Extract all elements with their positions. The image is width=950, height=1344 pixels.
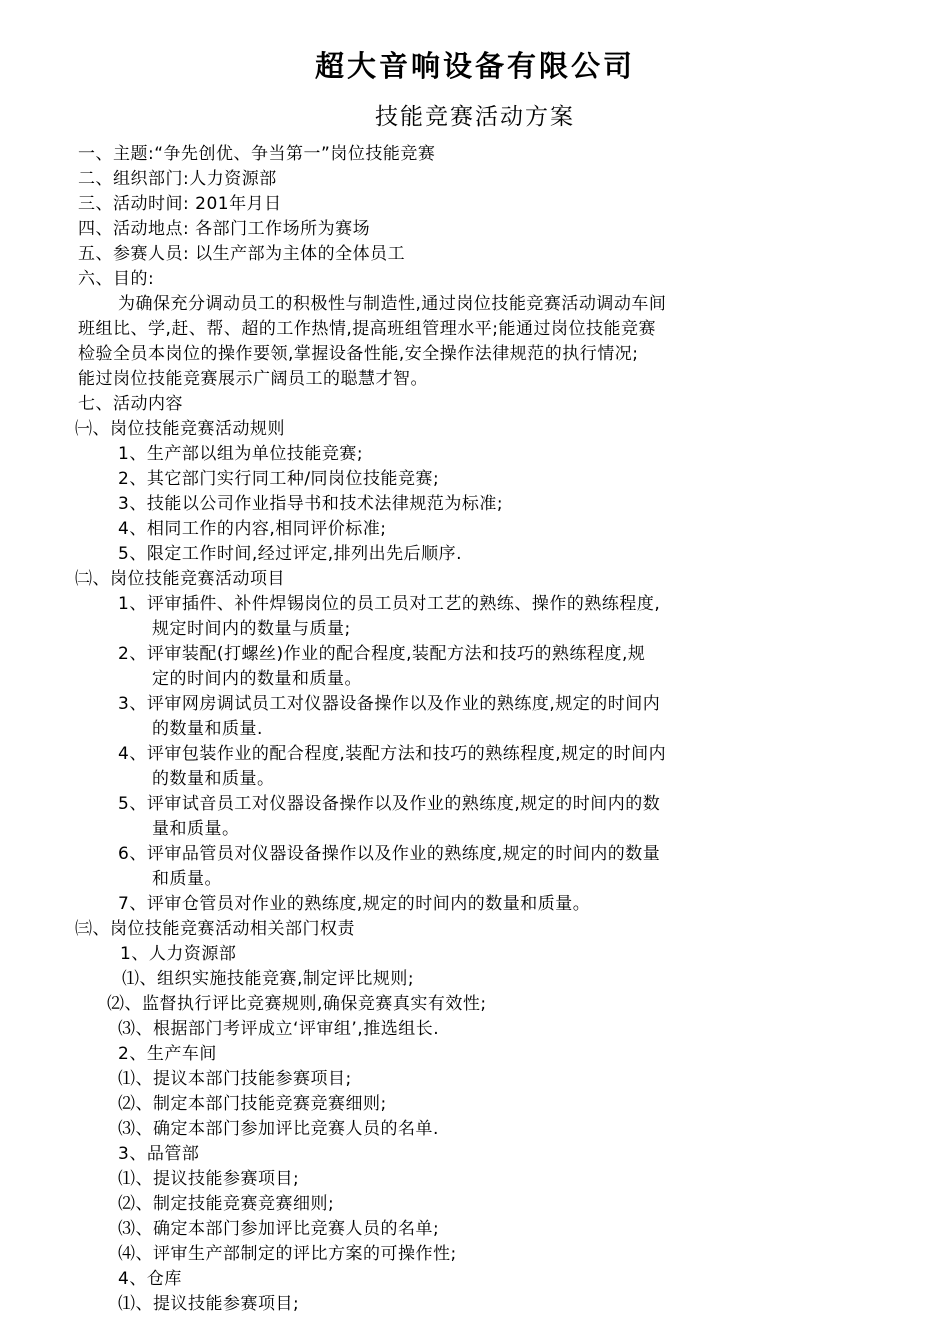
text-line: 7、评审仓管员对作业的熟练度,规定的时间内的数量和质量。 xyxy=(118,894,591,914)
text-line: ⑶、根据部门考评成立‘评审组’,推选组长. xyxy=(118,1019,440,1039)
text-line: 1、评审插件、补件焊锡岗位的员工员对工艺的熟练、操作的熟练程度, xyxy=(118,594,661,614)
text-line: 量和质量。 xyxy=(152,819,240,839)
text-line: 的数量和质量。 xyxy=(152,769,275,789)
text-line: 一、主题:“争先创优、争当第一”岗位技能竞赛 xyxy=(78,144,436,164)
text-line: ⑴、提议技能参赛项目; xyxy=(118,1169,300,1189)
text-line: ㈡、岗位技能竞赛活动项目 xyxy=(75,569,285,589)
text-line: 七、活动内容 xyxy=(78,394,183,414)
text-line: 5、评审试音员工对仪器设备操作以及作业的熟练度,规定的时间内的数 xyxy=(118,794,661,814)
document-title: 技能竞赛活动方案 xyxy=(375,104,575,130)
text-line: ⑶、确定本部门参加评比竞赛人员的名单. xyxy=(118,1119,439,1139)
text-line: 规定时间内的数量与质量; xyxy=(152,619,351,639)
text-line: 2、生产车间 xyxy=(118,1044,217,1064)
text-line: 三、活动时间: 201年月日 xyxy=(78,194,282,214)
text-line: ⑵、制定本部门技能竞赛竞赛细则; xyxy=(118,1094,387,1114)
text-line: 5、限定工作时间,经过评定,排列出先后顺序. xyxy=(118,544,463,564)
text-line: 1、生产部以组为单位技能竞赛; xyxy=(118,444,364,464)
text-line: 和质量。 xyxy=(152,869,222,889)
text-line: ⑵、监督执行评比竞赛规则,确保竞赛真实有效性; xyxy=(107,994,487,1014)
text-line: 2、评审装配(打螺丝)作业的配合程度,装配方法和技巧的熟练程度,规 xyxy=(118,644,646,664)
text-line: ⑵、制定技能竞赛竞赛细则; xyxy=(118,1194,335,1214)
text-line: 六、目的: xyxy=(78,269,155,289)
text-line: 班组比、学,赶、帮、超的工作热情,提高班组管理水平;能通过岗位技能竞赛 xyxy=(78,319,657,339)
text-line: 6、评审品管员对仪器设备操作以及作业的熟练度,规定的时间内的数量 xyxy=(118,844,661,864)
text-line: 定的时间内的数量和质量。 xyxy=(152,669,362,689)
text-line: 的数量和质量. xyxy=(152,719,263,739)
text-line: 二、组织部门:人力资源部 xyxy=(78,169,277,189)
text-line: 4、相同工作的内容,相同评价标准; xyxy=(118,519,387,539)
text-line: 3、技能以公司作业指导书和技术法律规范为标准; xyxy=(118,494,504,514)
text-line: 为确保充分调动员工的积极性与制造性,通过岗位技能竞赛活动调动车间 xyxy=(118,294,667,314)
text-line: 1、人力资源部 xyxy=(120,944,237,964)
text-line: ⑷、评审生产部制定的评比方案的可操作性; xyxy=(118,1244,457,1264)
text-line: 五、参赛人员: 以生产部为主体的全体员工 xyxy=(78,244,406,264)
text-line: 检验全员本岗位的操作要领,掌握设备性能,安全操作法律规范的执行情况; xyxy=(78,344,639,364)
text-line: 4、评审包装作业的配合程度,装配方法和技巧的熟练程度,规定的时间内 xyxy=(118,744,667,764)
text-line: ㈠、岗位技能竞赛活动规则 xyxy=(75,419,285,439)
text-line: 四、活动地点: 各部门工作场所为赛场 xyxy=(78,219,371,239)
text-line: 3、评审网房调试员工对仪器设备操作以及作业的熟练度,规定的时间内 xyxy=(118,694,661,714)
text-line: ⑴、提议技能参赛项目; xyxy=(118,1294,300,1314)
text-line: 2、其它部门实行同工种/同岗位技能竞赛; xyxy=(118,469,440,489)
text-line: 4、仓库 xyxy=(118,1269,182,1289)
company-name: 超大音响设备有限公司 xyxy=(314,49,635,83)
text-line: ⑶、确定本部门参加评比竞赛人员的名单; xyxy=(118,1219,440,1239)
text-line: 能过岗位技能竞赛展示广阔员工的聪慧才智。 xyxy=(78,369,428,389)
text-line: ⑴、组织实施技能竞赛,制定评比规则; xyxy=(122,969,415,989)
text-line: ㈢、岗位技能竞赛活动相关部门权责 xyxy=(75,919,355,939)
text-line: ⑴、提议本部门技能参赛项目; xyxy=(118,1069,352,1089)
text-line: 3、品管部 xyxy=(118,1144,200,1164)
